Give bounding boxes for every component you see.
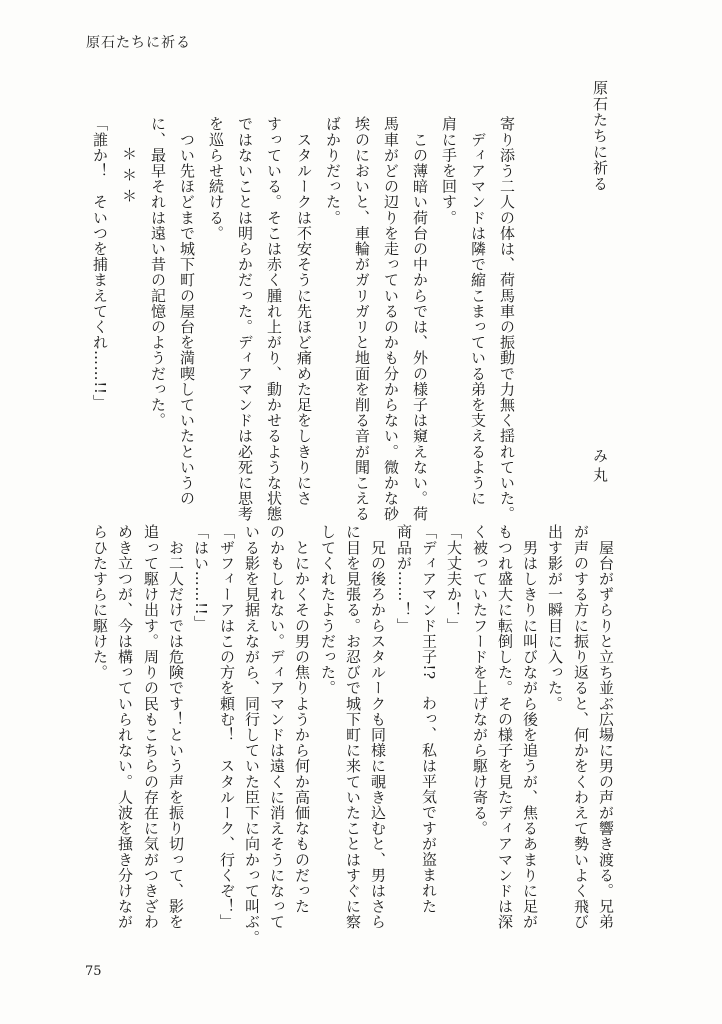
text-line: スタルークは不安そうに先ほど痛めた足をしきりにさ (295, 116, 313, 506)
section-break: ＊＊＊ (120, 146, 138, 209)
text-line: 「はい……!!」 (192, 524, 210, 631)
running-header: 原石たちに祈る (86, 35, 191, 51)
text-line: ばかりだった。 (324, 116, 342, 226)
story-author: み丸 (591, 448, 609, 486)
text-line: のかもしれない。ディアマンドは遠くに消えそうになって (268, 524, 286, 930)
text-line: を巡らせ続ける。 (207, 116, 225, 241)
text-line: に目を見張る。お忍びで城下町に来ていたことはすぐに察 (344, 524, 362, 930)
story-title: 原石たちに祈る (591, 80, 609, 192)
text-line: 兄の後ろからスタルークも同様に覗き込むと、男はさら (369, 524, 387, 930)
text-line: 「ザフィーアはこの方を頼む！ スタルーク、行くぞ！」 (218, 524, 236, 930)
text-line: してくれたようだった。 (319, 524, 337, 696)
text-line: いる影を見据えながら、同行していた臣下に向かって叫ぶ。 (243, 524, 261, 946)
text-line: 「誰か！ そいつを捕まえてくれ……!!」 (91, 116, 109, 411)
text-line: 「ディアマンド王子!? わっ、私は平気ですが盗まれた (420, 524, 438, 914)
text-line: 男はしきりに叫びながら後を追うが、焦るあまりに足が (521, 524, 539, 930)
text-line: 屋台がずらりと立ち並ぶ広場に男の声が響き渡る。兄弟 (597, 524, 615, 930)
text-line: に、最早それは遠い昔の記憶のようだった。 (149, 116, 167, 428)
text-line: 「大丈夫か！」 (445, 524, 463, 634)
text-line: とにかくその男の焦りようから何か高価なものだった (293, 524, 311, 914)
text-line: ディアマンドは隣で縮こまっている弟を支えるように (469, 116, 487, 506)
text-line: 肩に手を回す。 (440, 116, 458, 226)
text-line: ではないことは明らかだった。ディアマンドは必死に思考 (236, 116, 254, 522)
text-line: この薄暗い荷台の中からでは、外の様子は窺えない。荷 (411, 116, 429, 522)
text-line: 埃のにおいと、車輪がガリガリと地面を削る音が聞こえる (353, 116, 371, 522)
text-line: く被っていたフードを上げながら駆け寄る。 (471, 524, 489, 836)
text-line: が声のする方に振り返ると、何かをくわえて勢いよく飛び (572, 524, 590, 930)
text-line: お二人だけでは危険です！という声を振り切って、影を (167, 524, 185, 930)
text-line: 馬車がどの辺りを走っているのかも分からない。微かな砂 (382, 116, 400, 522)
text-line: めき立つが、今は構っていられない。人波を掻き分けなが (116, 524, 134, 930)
text-line: 寄り添う二人の体は、荷馬車の振動で力無く揺れていた。 (498, 116, 516, 522)
text-line: 出す影が一瞬目に入った。 (546, 524, 564, 712)
text-line: 商品が……！」 (395, 524, 413, 634)
text-line: つい先ほどまで城下町の屋台を満喫していたというの (178, 116, 196, 506)
text-line: 追って駆け出す。周りの民もこちらの存在に気がつきざわ (142, 524, 160, 930)
text-line: すっている。そこは赤く腫れ上がり、動かせるような状態 (265, 116, 283, 522)
page-number: 75 (85, 964, 102, 979)
text-line: もつれ盛大に転倒した。その様子を見たディアマンドは深 (496, 524, 514, 930)
text-line: らひたすらに駆けた。 (91, 524, 109, 680)
